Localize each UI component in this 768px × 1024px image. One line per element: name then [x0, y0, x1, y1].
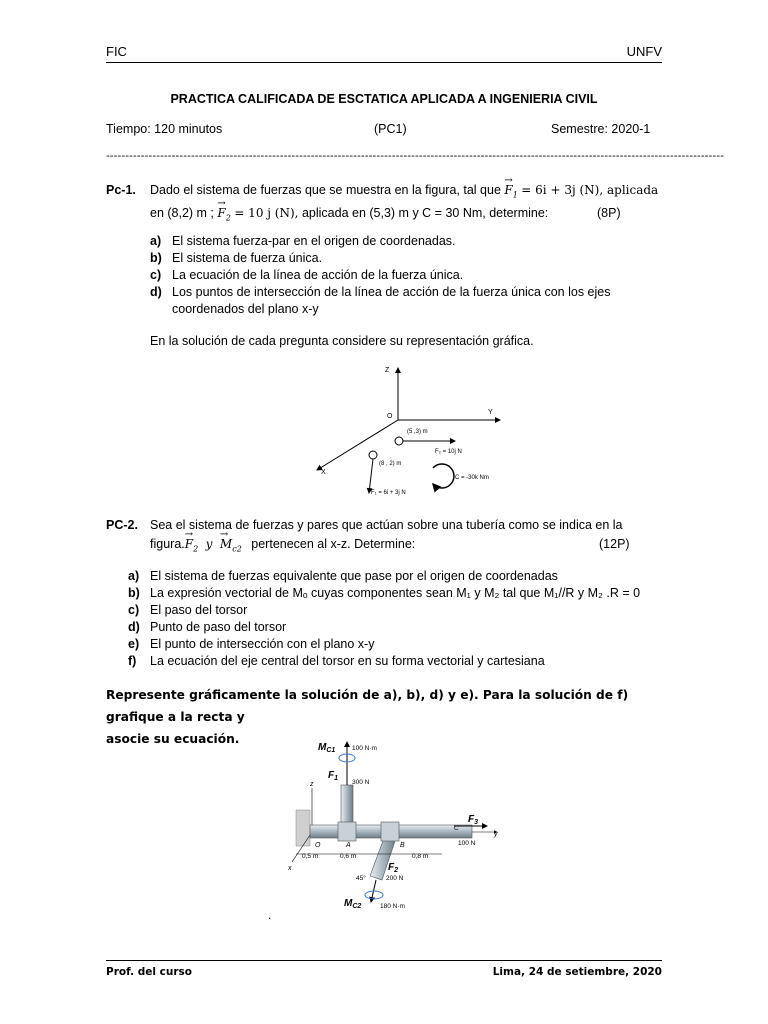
dim-2: 0,6 m	[340, 853, 357, 860]
pc2-items	[128, 568, 668, 670]
list-item: a) El sistema de fuerzas equivalente que pase por el origen de coordenadas	[128, 569, 558, 583]
header-left: FIC	[106, 44, 127, 59]
point-a-label: A	[346, 842, 351, 849]
pc1-text2a: en (8,2) m ;	[150, 206, 214, 221]
pc2-pipe-diagram	[282, 730, 512, 920]
pc1-closing: En la solución de cada pregunta considere su representación gráfica.	[150, 334, 534, 348]
pc2-y-word: y	[205, 537, 213, 551]
pc1-points: (8P)	[597, 206, 621, 221]
footer-rule	[106, 960, 662, 961]
z-label: Z	[385, 367, 390, 374]
wall-support	[296, 810, 310, 846]
pc1-f2-symbol: → $F_2$	[217, 206, 230, 220]
f1-value: 300 N	[352, 779, 370, 786]
pc1-f1-expr: = 6i + 3j (N), aplicada	[521, 183, 659, 197]
list-item: b) La expresión vectorial de Mₒ cuyas componentes sean M₁ y M₂ tal que M₁//R y M₂ .R = 0	[128, 586, 641, 600]
origin-label: O	[387, 413, 393, 420]
time-info: Tiempo: 120 minutos	[106, 122, 223, 136]
stray-dot: .	[268, 908, 272, 922]
pc2-f2-symbol: → $F_2$	[185, 537, 198, 551]
footer-right: Lima, 24 de setiembre, 2020	[492, 966, 662, 978]
list-item: f) La ecuación del eje central del torsor en su forma vectorial y cartesiana	[128, 654, 545, 668]
dim-3: 0,8 m	[412, 853, 429, 860]
pc2-text2b: pertenecen al x-z. Determine:	[251, 537, 416, 551]
pc1-force-diagram	[305, 360, 535, 505]
pc2-text1: Sea el sistema de fuerzas y pares que actúan sobre una tubería como se indica en la	[150, 518, 623, 532]
x-label: X	[321, 469, 326, 476]
pc2-text2a: figura.	[150, 537, 185, 551]
footer-left: Prof. del curso	[106, 966, 192, 978]
pc1-f1-symbol: → $F_1$	[504, 183, 517, 197]
list-item: coordenados del plano x-y	[172, 302, 319, 316]
list-item: d) Los puntos de intersección de la línea de acción de la fuerza única con los ejes	[150, 285, 611, 299]
separator-line: ----------------------------------------------------------------------------------------------------------------------------------------------------------------	[106, 150, 725, 162]
mc1-value: 100 N·m	[352, 745, 377, 752]
list-item: e) El punto de intersección con el plano x-y	[128, 637, 375, 651]
header-rule	[106, 62, 662, 63]
mc2-value: 180 N·m	[380, 903, 405, 910]
list-item: a) El sistema fuerza-par en el origen de coordenadas.	[150, 234, 456, 248]
pc1-text1: Dado el sistema de fuerzas que se muestra en la figura, tal que	[150, 183, 501, 197]
y-label: y	[494, 831, 498, 838]
pc2-statement	[150, 517, 662, 557]
point1-marker	[369, 451, 377, 459]
pc1-text2b: aplicada en (5,3) m y C = 30 Nm, determine:	[301, 206, 549, 221]
mc1-label: $M_{C1}$	[318, 742, 336, 754]
y-label: Y	[488, 409, 493, 416]
couple-label: C = -30k Nm	[455, 475, 489, 481]
x-label: x	[288, 865, 292, 872]
angle-label: 45°	[356, 875, 366, 882]
pc2-note-line1: Represente gráficamente la solución de a), b), d) y e). Para la solución de f) grafique a la recta y	[106, 688, 629, 724]
pc2-mc2-symbol: → $M_{c2}$	[220, 537, 242, 551]
pc1-items	[150, 233, 662, 318]
mc2-rotation-icon	[365, 891, 383, 899]
f1-label: F₁ = 6i + 3j N	[371, 490, 406, 496]
pc2-note-line2: asocie su ecuación.	[106, 732, 240, 746]
point-c-label: C	[454, 825, 459, 832]
pc1-f2-expr: = 10 j (N),	[234, 206, 299, 221]
f3-label: $F_3$	[468, 814, 479, 826]
f2-label: $F_2$	[388, 862, 399, 874]
f2-label: F₂ = 10j N	[435, 449, 462, 455]
f1-arrow	[369, 459, 373, 493]
z-label: z	[310, 781, 314, 788]
fitting-a	[338, 822, 356, 841]
list-item: c) La ecuación de la línea de acción de la fuerza única.	[150, 268, 464, 282]
header-right: UNFV	[626, 44, 662, 59]
pc1-statement	[150, 182, 662, 227]
point-o-label: O	[315, 842, 321, 849]
pc2-points: (12P)	[599, 537, 630, 551]
pc2-label: PC-2.	[106, 518, 138, 532]
point2-marker	[395, 437, 403, 445]
point2-label: (5 ,3) m	[407, 429, 428, 435]
f2-value: 200 N	[386, 875, 404, 882]
semester-info: Semestre: 2020-1	[551, 122, 651, 136]
exam-code: (PC1)	[374, 122, 407, 136]
fitting-b	[381, 822, 399, 841]
mc2-label: $M_{C2}$	[344, 898, 362, 910]
dim-1: 0,5 m	[302, 853, 319, 860]
page-title: PRACTICA CALIFICADA DE ESCTATICA APLICADA A INGENIERIA CIVIL	[170, 92, 598, 106]
couple-arc-icon	[433, 464, 454, 488]
f3-value: 100 N	[458, 840, 476, 847]
vertical-pipe	[341, 785, 353, 827]
list-item: d) Punto de paso del torsor	[128, 620, 287, 634]
point1-label: (8 , 2) m	[379, 461, 402, 467]
list-item: c) El paso del torsor	[128, 603, 248, 617]
list-item: b) El sistema de fuerza única.	[150, 251, 323, 265]
point-b-label: B	[400, 842, 405, 849]
f1-label: $F_1$	[328, 770, 339, 782]
pc1-label: Pc-1.	[106, 183, 136, 197]
